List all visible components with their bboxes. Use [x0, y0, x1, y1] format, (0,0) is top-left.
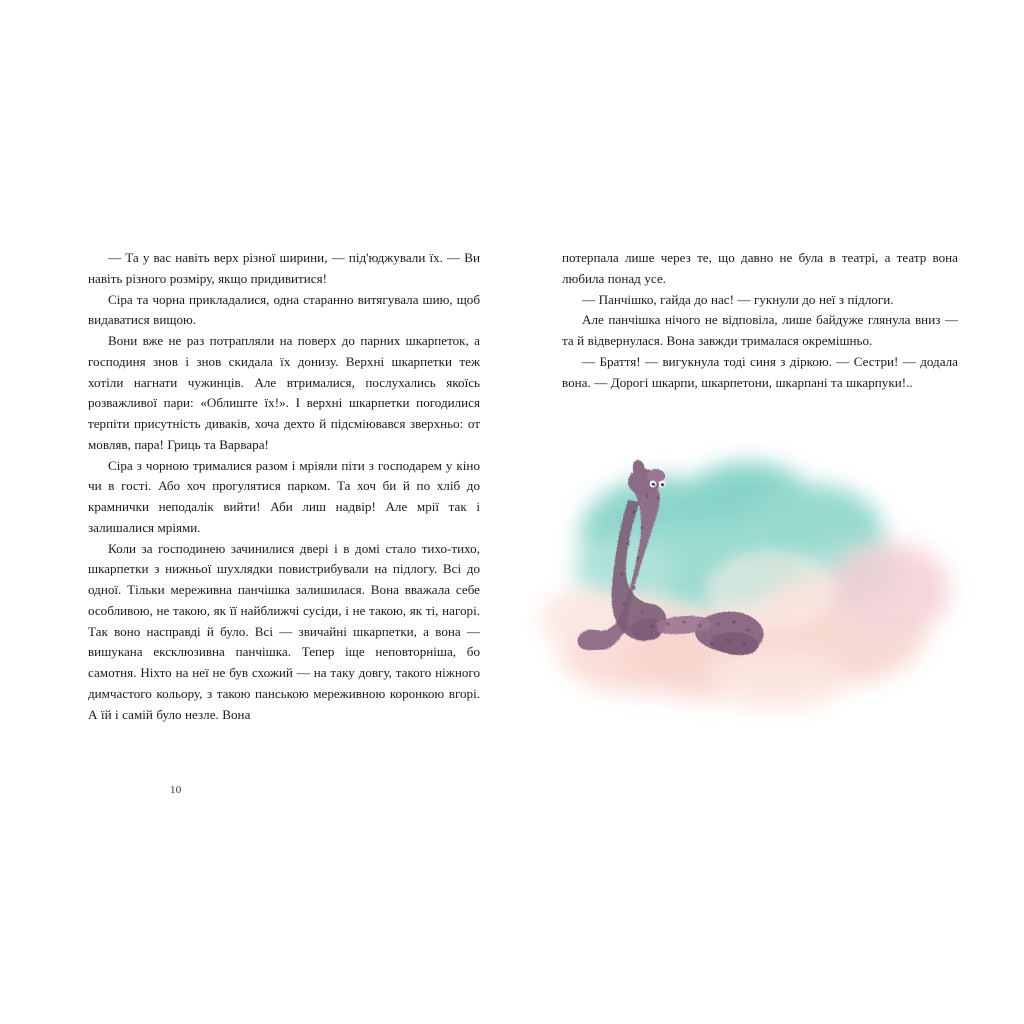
paragraph: Але панчішка нічого не відповіла, лише байдуже глянула вниз — та й відвернулася. Вона завжди трималася окремішньо. [562, 312, 958, 348]
paragraph: — Панчішко, гайда до нас! — гукнули до неї з підлоги. [582, 291, 894, 307]
paragraph: Сіра та чорна прикладалися, одна старанно витягувала шию, щоб видаватися вищою. [88, 291, 480, 328]
left-page [88, 248, 480, 964]
paragraph: Вони вже не раз потрапляли на поверх до парних шкарпеток, а господиня знов і знов скидала їх донизу. Верхні шкарпетки теж хотіли нагнати чужинців. Але втрималися, послухались якоїсь розважливої пари: «Облиште їх!». І верхні шкарпетки погодилися терпіти присутність диваків, хоча дехто й підсміювався зверхньо: от мовляв, пара! Гриць та Варвара! [88, 333, 480, 452]
paragraph: — Браття! — вигукнула тоді синя з діркою. — Сестри! — додала вона. — Дорогі шкарпи, шкарпетони, шкарпані та шкарпуки!.. [562, 353, 958, 390]
paragraph: Коли за господинею зачинилися двері і в домі стало тихо-тихо, шкарпетки з нижньої шухлядки повистрибували на підлогу. Всі до одної. Тільки мереживна панчішка залишилася. Вона вважала себе особливою, не такою, як її найближчі сусіди, і не такою, як ті, нагорі. Так воно насправді й було. Всі — звичайні шкарпетки, а вона — вишукана ексклюзивна панчішка. Тепер іще неповторніша, бо самотня. Ніхто на неї не був схожий — на таку довгу, такого ніжного димчастого кольору, з такою панською мереживною коронкою вгорі. А їй і самій було незле. Вона [88, 540, 480, 722]
paragraph: потерпала лише через те, що давно не була в театрі, а театр вона любила понад усе. [562, 250, 958, 286]
watercolor-stocking-illustration [516, 440, 986, 760]
paragraph: — Та у вас навіть верх різної ширини, — під'юджували їх. — Ви навіть різного розміру, якщо придивитися! [88, 250, 480, 286]
page-number: 10 [170, 784, 182, 796]
paragraph: Сіра з чорною трималися разом і мріяли піти з господарем у кіно чи в гості. Або хоч прогулятися парком. Та хоч би й по хліб до крамнички неподалік вийти! Аби лиш надвір! Але мрії так і залишалися мріями. [88, 457, 480, 535]
